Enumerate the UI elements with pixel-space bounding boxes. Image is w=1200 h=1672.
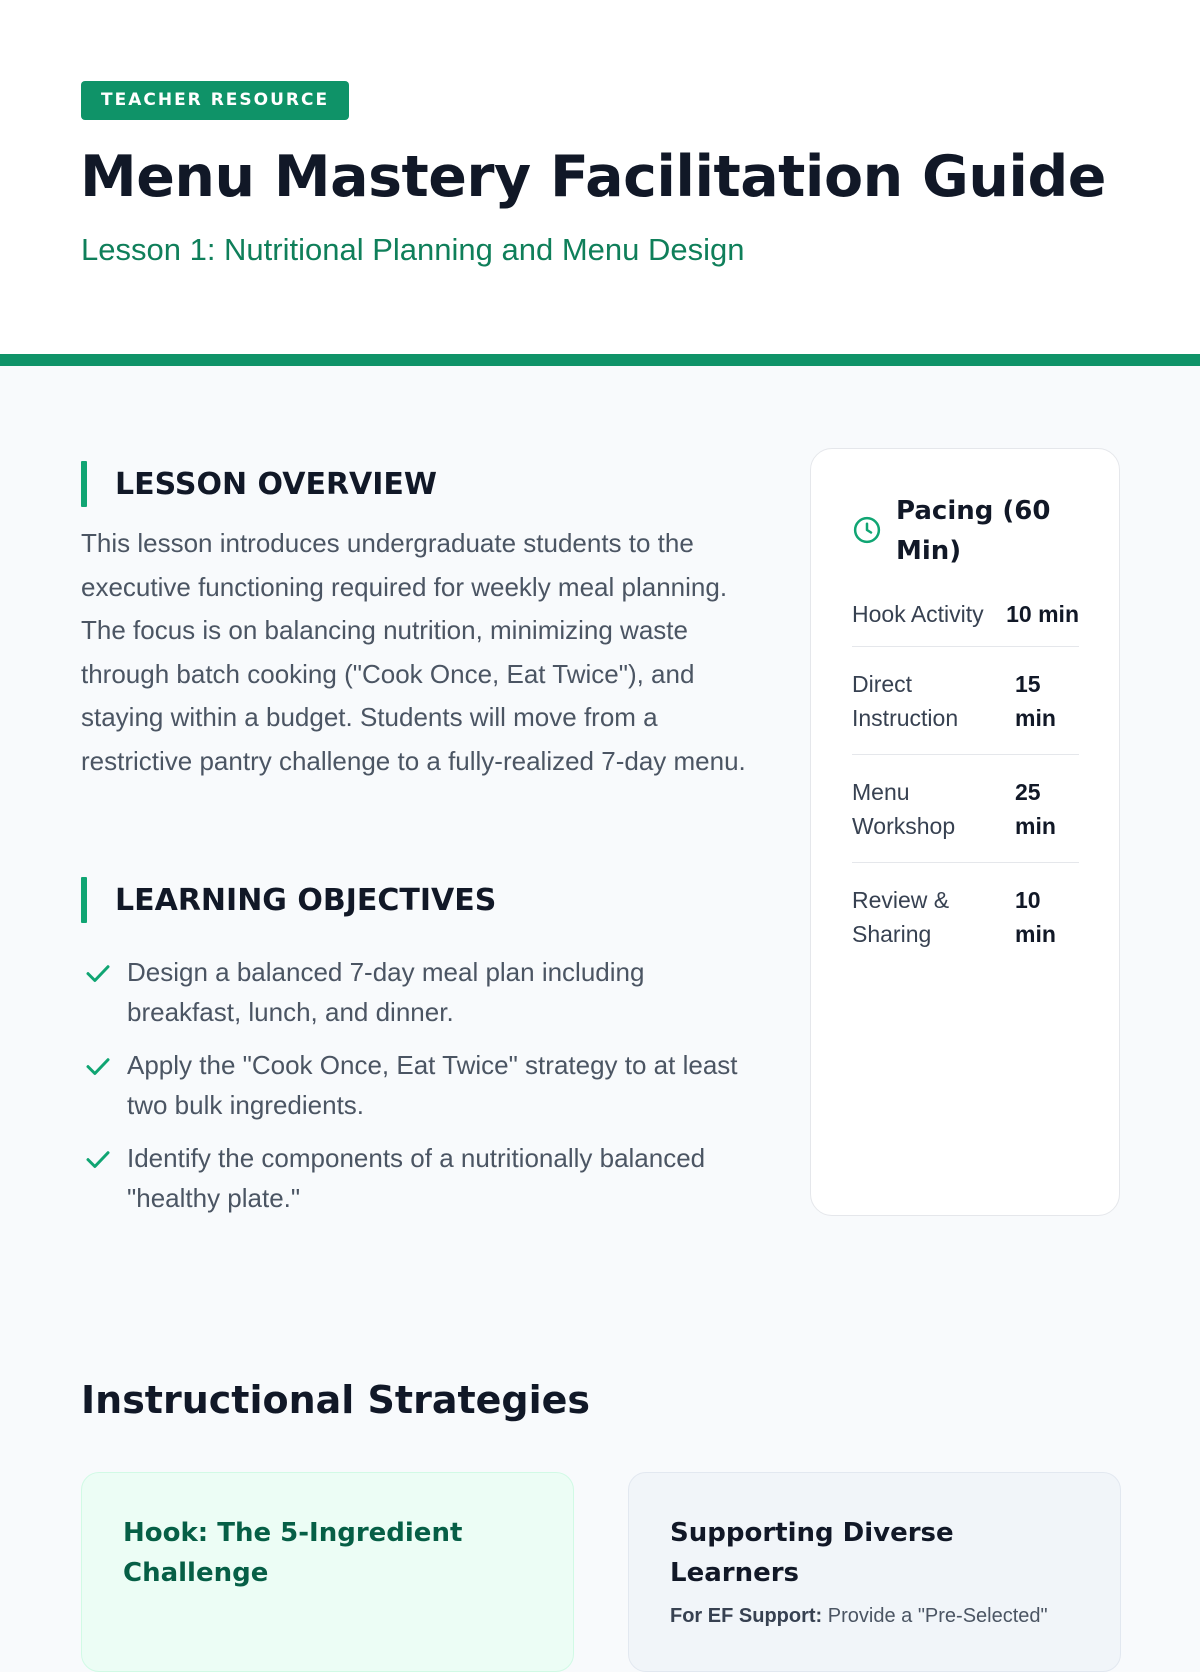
diverse-learners-card xyxy=(628,1472,1121,1672)
pacing-row xyxy=(852,647,1079,755)
checkmark-icon xyxy=(83,1051,113,1081)
pacing-row-label: Review & Sharing xyxy=(852,887,950,947)
pacing-title: Pacing (60 Min) xyxy=(896,496,1051,566)
heading-accent-bar xyxy=(81,877,87,923)
hook-card-title: Hook: The 5-Ingredient Challenge xyxy=(123,1518,463,1588)
pacing-row-time: 10 min xyxy=(1006,600,1079,627)
pacing-row-label: Menu Workshop xyxy=(852,778,956,839)
ef-support-text xyxy=(670,1601,1080,1631)
pacing-card xyxy=(810,448,1120,1216)
objectives-list xyxy=(81,952,761,1231)
pacing-row-time: 10 min xyxy=(1015,887,1056,947)
objective-text: Design a balanced 7-day meal plan including breakfast, lunch, and dinner. xyxy=(127,957,645,1027)
pacing-row-label: Direct Instruction xyxy=(852,670,959,731)
header-accent-bar xyxy=(0,354,1200,366)
diverse-learners-title: Supporting Diverse Learners xyxy=(670,1518,954,1588)
clock-icon xyxy=(852,515,882,545)
ef-support-body: Provide a "Pre-Selected" xyxy=(827,1605,1048,1627)
list-item xyxy=(81,1045,761,1125)
header xyxy=(0,0,1200,354)
page-title: Menu Mastery Facilitation Guide xyxy=(80,144,1106,210)
ef-support-label: For EF Support: xyxy=(670,1605,823,1627)
objective-text: Apply the "Cook Once, Eat Twice" strategy to at least two bulk ingredients. xyxy=(127,1050,738,1120)
list-item xyxy=(81,952,761,1032)
overview-heading xyxy=(81,461,437,507)
pacing-row-time: 15 min xyxy=(1015,670,1056,731)
objectives-heading-text: LEARNING OBJECTIVES xyxy=(115,882,497,918)
pacing-row xyxy=(852,755,1079,863)
strategies-heading: Instructional Strategies xyxy=(81,1378,591,1422)
pacing-header xyxy=(852,491,1079,571)
checkmark-icon xyxy=(83,958,113,988)
teacher-resource-badge: TEACHER RESOURCE xyxy=(81,81,349,120)
overview-paragraph: This lesson introduces undergraduate students to the executive functioning required for weekly meal planning. The focus is on balancing nutrition, minimizing waste through batch cooking ("Cook Once, Eat Twice"), and staying within a budget. Students will move from a restrictive pantry challenge to a fully-realized 7-day menu. xyxy=(81,528,746,776)
hook-card xyxy=(81,1472,574,1672)
checkmark-icon xyxy=(83,1144,113,1174)
overview-heading-text: LESSON OVERVIEW xyxy=(115,466,438,502)
lesson-subtitle: Lesson 1: Nutritional Planning and Menu Design xyxy=(81,232,745,267)
pacing-row-time: 25 min xyxy=(1015,778,1056,839)
pacing-row-label: Hook Activity xyxy=(852,600,984,627)
objectives-heading xyxy=(81,877,496,923)
heading-accent-bar xyxy=(81,461,87,507)
pacing-row xyxy=(852,863,1079,971)
pacing-row xyxy=(852,581,1079,647)
list-item xyxy=(81,1138,761,1218)
objective-text: Identify the components of a nutritionally balanced "healthy plate." xyxy=(127,1143,706,1213)
